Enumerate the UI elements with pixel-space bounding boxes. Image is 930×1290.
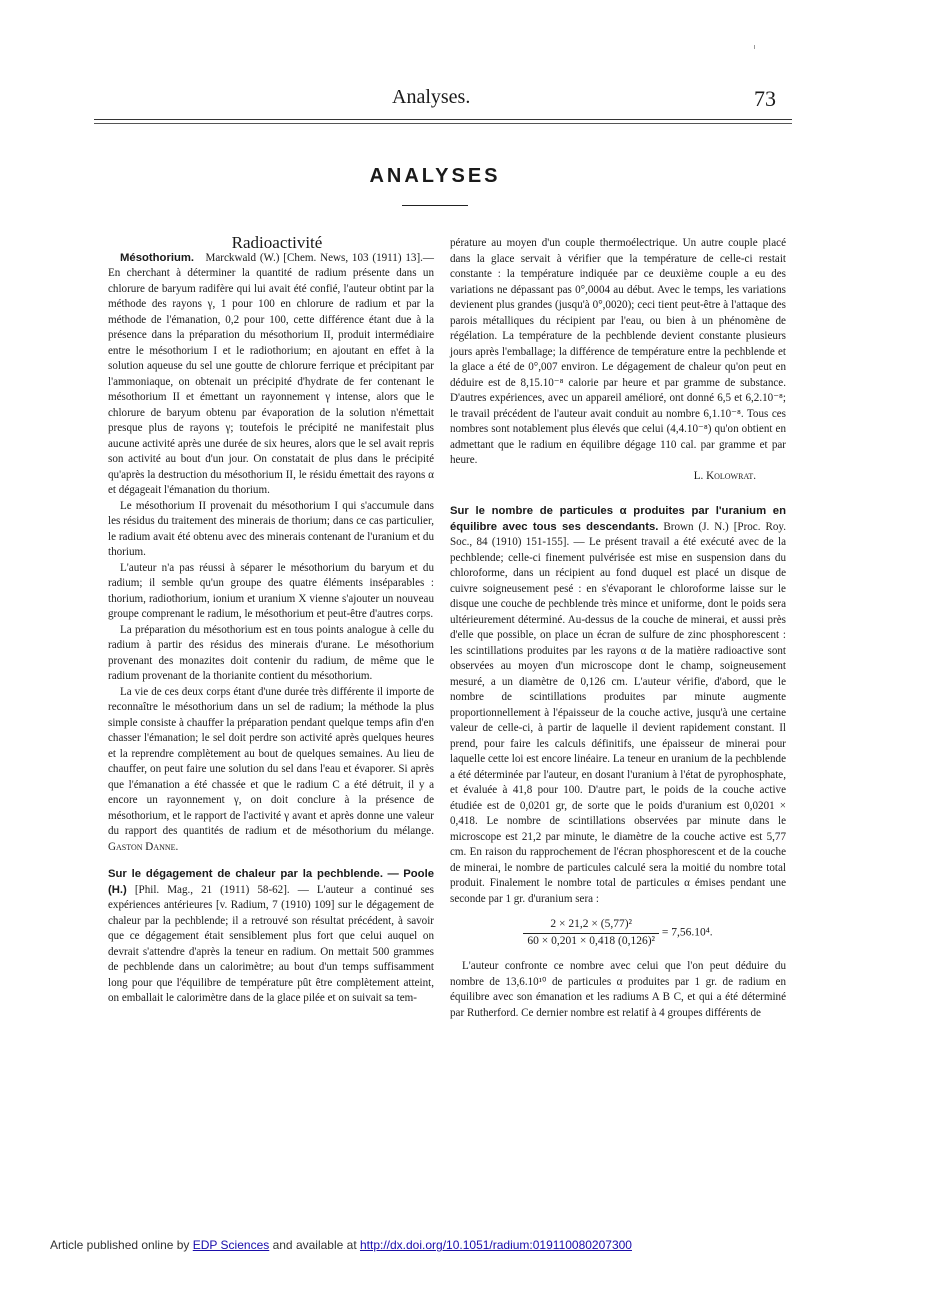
right-column bbox=[450, 236, 786, 1021]
page-number: 73 bbox=[754, 86, 776, 111]
running-header-title: Analyses. bbox=[392, 86, 471, 108]
article-citation: [Chem. News, 103 (1911) 13].— bbox=[283, 251, 435, 264]
signature: Gaston Danne. bbox=[108, 840, 179, 853]
footer bbox=[50, 1238, 632, 1252]
paragraph: L'auteur confronte ce nombre avec celui que l'on peut déduire du nombre de 13,6.10¹⁰ de particules α produites par 1 gr. de radium en équilibre avec son émanation et les radiums A B C, et qui a été déterminé par Rutherford. Ce dernier nombre est relatif à 4 groupes différents de bbox=[450, 960, 786, 1019]
left-column bbox=[108, 235, 434, 1007]
paragraph: L'auteur n'a pas réussi à séparer le mésothorium du baryum et du radium; il semble qu'un groupe des quatre éléments inséparables : thorium, radiothorium, ionium et uranium X vienne s'ajouter un nouveau groupe comprenant le radium, le mésothorium et peut-être d'autres corps. bbox=[108, 561, 434, 620]
paragraph: Le mésothorium II provenait du mésothorium I qui s'accumule dans les résidus du traitement des minerais de thorium; dans ce cas particulier, le radium avait été obtenu avec des minerais contenant de l'uranium et du thorium. bbox=[108, 499, 434, 558]
article-lead: Mésothorium. bbox=[120, 251, 195, 264]
paragraph: La préparation du mésothorium est en tous points analogue à celle du radium à partir des résidus des minerais d'urane. Le mésothorium provenant des monazites doit contenir du radium, de même que le radium provenant de la thorianite contient du mésothorium. bbox=[108, 623, 434, 682]
article-author: Marckwald (W.) bbox=[205, 251, 280, 264]
article-text: — L'auteur a continué ses expériences antérieures [v. Radium, 7 (1910) 109] sur le dégagement de chaleur par la pechblende; il a retrouvé son résultat précédent, à savoir que ce dégagement était sensiblement plus fort que celui auquel on devrait s'attendre d'après la teneur en radium. On mettait 500 grammes de pechblende dans un calorimètre; au bout d'un temps suffisamment long pour que l'équilibre de température pût être complètement atteint, on emballait le calorimètre dans de la glace pilée et on suivait sa tem- bbox=[108, 883, 435, 1004]
article-title: Sur le nombre de particules α produites par l'uranium en équilibre avec tous ses descendants. bbox=[450, 505, 786, 533]
paragraph bbox=[108, 685, 434, 856]
article-heat-pechblende: Sur le dégagement de chaleur par la pechblende. — Poole (H.) [Phil. Mag., 21 (1911) 58-62]. — L'auteur a continué ses expériences antérieures [v. Radium, 7 (1910) 109] sur le dégagement de chaleur par la pechblende; il a retrouvé son résultat précédent, à savoir que ce dégagement était sensiblement plus fort que celui auquel on devrait s'attendre d'après la teneur en radium. On mettait 500 grammes de pechblende dans un calorimètre; au bout d'un temps suffisamment long pour que l'équilibre de température pût être complètement atteint, on emballait le calorimètre dans de la glace pilée et on suivait sa tem- bbox=[108, 868, 435, 1004]
main-title: ANALYSES bbox=[369, 165, 501, 187]
article-author: Brown (J. N.) bbox=[663, 520, 729, 533]
article-alpha-particles bbox=[450, 504, 786, 907]
paragraph-text: La vie de ces deux corps étant d'une durée très différente il importe de reconnaître le mésothorium dans un sel de radium; la méthode la plus simple consiste à chauffer la préparation pendant quelque temps afin d'en chasser l'émanation; le sel doit perdre son activité après quelques heures et la reprendre complètement au bout de quelques semaines. Au lieu de chauffer, on peut faire une solution du sel dans l'eau et évaporer. Si après que l'émanation a été chassée et que le radium C a été détruit, il y a encore un rayonnement γ, on doit conclure à la présence de mésothorium, et le rapport de l'activité γ avant et après donne une valeur du rapport des quantités de radium et de mésothorium du mélange. bbox=[108, 685, 434, 837]
publisher-link[interactable]: EDP Sciences bbox=[192, 1238, 270, 1252]
article-title: Sur le dégagement de chaleur par la pechblende. bbox=[108, 868, 383, 880]
scan-mark bbox=[754, 45, 755, 49]
article-mesothorium bbox=[108, 251, 434, 499]
formula bbox=[450, 917, 786, 949]
header-rule-secondary bbox=[94, 123, 792, 124]
article-text: — Le présent travail a été exécuté avec de la pechblende; celle-ci finement pulvérisée est mise en suspension dans du chloroforme, dans un récipient au fond duquel est placé un disque de cuivre soigneusement pesé : en s'évaporant le chloroforme laisse sur le disque une couche de pechblende très mince et uniforme, dont le poids sera ultérieurement déterminé. Au-dessus de la couche de minerai, et aussi près d'elle que possible, on place un écran de sulfure de zinc phosphorescent : les scintillations produites par les rayons α de la matière radioactive sont observées au moyen d'un microscope dont le champ, soigneusement mesuré, a un diamètre de 0,126 cm. L'auteur vérifie, d'abord, que le nombre de scintillations produites par minute augmente proportionnellement à l'épaisseur de la couche active, jusqu'à une certaine valeur de celle-ci, à partir de laquelle il devient rapidement constant. Il prend, pour faire les calculs définitifs, une épaisseur de minerai pour laquelle cette loi est encore linéaire. La teneur en uranium de la pechblende a été déterminée par l'auteur, en dosant l'uranium à l'état de pyrophosphate, et évaluée à 41,8 pour 100. D'autre part, le poids de la couche active étudiée est de 0,0201 gr, de sorte que le poids d'uranium est 0,0201 × 0,418. Le nombre de scintillations observées par minute dans le microscope est 21,2 par minute, le diamètre de la couche active est 5,77 cm. En raison du rapprochement de l'écran phosphorescent et de la couche de minerai, le nombre de particules calculé sera la moitié du nombre total produit. Finalement le nombre total de particules α émises pendant une seconde par 1 gr. d'uranium sera : bbox=[450, 536, 786, 905]
signature: L. Kolowrat. bbox=[693, 469, 756, 482]
article-text: En cherchant à déterminer la quantité de radium présente dans un chlorure de baryum radifère qui lui avait été confié, l'auteur obtint par la méthode des rayons γ, 1 pour 100 en chlorure de radium et par la méthode de l'émanation, 0,2 pour 100, cette différence étant due à la présence dans la préparation du mésothorium II, produit intermédiaire entre le mésothorium I et le radiothorium; en ajoutant en effet à la solution aqueuse du sel une goutte de chlorure ferrique et précipitant par l'ammoniaque, on obtenait un précipité d'hydrate de fer contenant le mésothorium II et émettant un rayonnement γ intense, alors que le chlorure de baryum obtenu par évaporation de la solution n'émettait presque plus de rayons γ; toutefois le précipité ne manifestait plus aucune activité après une durée de six heures, alors que le sel avait repris son activité au bout d'un jour. On constatait de plus dans le précipité qu'après la destruction du mésothorium II, le résidu émettait des rayons α et dégageait l'émanation du thorium. bbox=[108, 267, 434, 496]
formula-result: = 7,56.10⁴. bbox=[661, 926, 713, 939]
footer-prefix: Article published online by bbox=[50, 1238, 193, 1252]
footer-middle: and available at bbox=[269, 1238, 360, 1252]
article-author: Poole (H.) bbox=[108, 868, 434, 896]
article-citation: [Proc. Roy. Soc., 84 (1910) 151-155]. bbox=[450, 520, 787, 548]
paragraph-continued: pérature au moyen d'un couple thermoélectrique. Un autre couple placé dans la glace servait à vérifier que la température de celle-ci restait constante : la température indiquée par ce deuxième couple a eu des variations ne dépassant pas 0°,0004 au début. Avec le temps, les variations devienent plus grandes (jusqu'à 0°,0020); ceci tient peut-être à l'attaque des parois métalliques du récipient par l'eau, ou bien à un phénomène de régélation. La température de la pechblende devient constante plusieurs jours après l'emballage; la différence de température entre la pechblende et la glace a été de 0°,007 environ. Le dégagement de chaleur qu'on peut en déduire est de 8,15.10⁻⁸ calorie par heure et par gramme de substance. D'autres expériences, avec un appareil amélioré, ont donné 6,5 et 6,2.10⁻⁸; le travail précédent de l'auteur avait conduit au nombre 6,1.10⁻⁸. Tous ces nombres sont notablement plus élevés que celui (4,4.10⁻⁸) qu'on obtient en admettant que le radium en équilibre dégage 110 cal. par gramme et par heure. bbox=[450, 237, 786, 466]
formula-fraction bbox=[523, 917, 659, 949]
formula-denominator: 60 × 0,201 × 0,418 (0,126)² bbox=[527, 934, 655, 947]
formula-numerator: 2 × 21,2 × (5,77)² bbox=[523, 917, 659, 934]
article-citation: [Phil. Mag., 21 (1911) 58-62]. bbox=[134, 883, 290, 896]
doi-link[interactable]: http://dx.doi.org/10.1051/radium:019110080207300 bbox=[359, 1238, 632, 1252]
title-divider bbox=[402, 205, 468, 206]
section-title: Radioactivité bbox=[231, 233, 323, 252]
header-rule bbox=[94, 119, 792, 120]
